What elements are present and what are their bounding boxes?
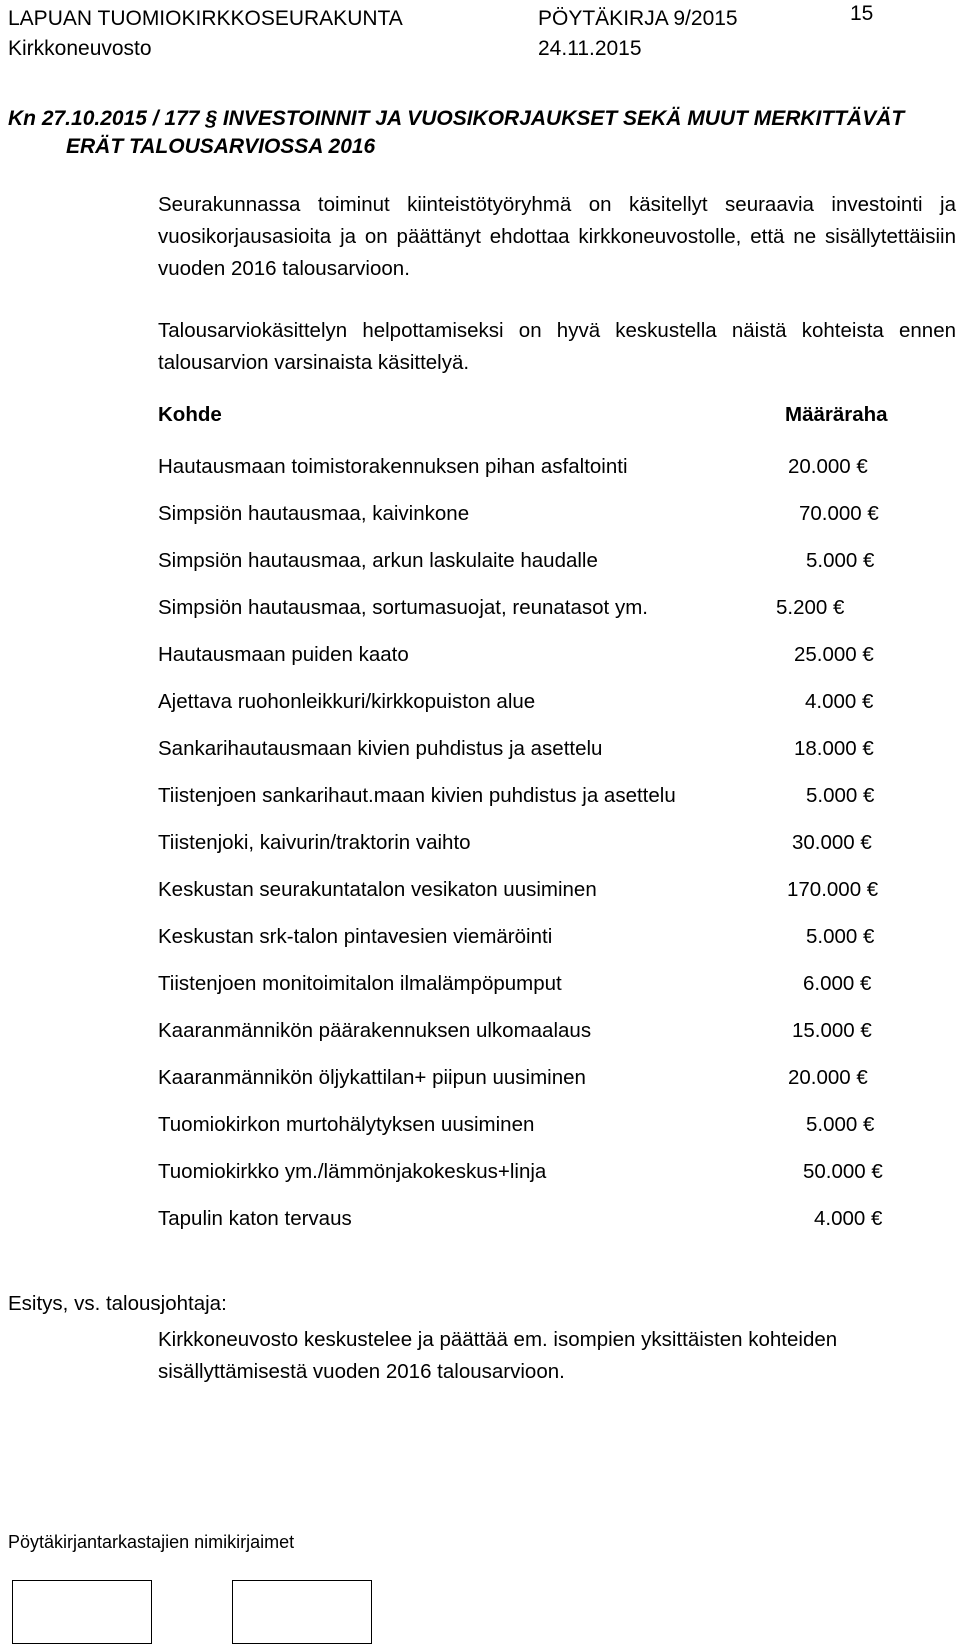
row-label: Kaaranmännikön päärakennuksen ulkomaalaus bbox=[158, 1019, 592, 1042]
organization-name: LAPUAN TUOMIOKIRKKOSEURAKUNTA bbox=[8, 7, 403, 30]
row-amount: 20.000 € bbox=[788, 1066, 868, 1089]
row-amount: 25.000 € bbox=[794, 643, 874, 666]
row-amount: 50.000 € bbox=[803, 1160, 883, 1183]
row-amount: 6.000 € bbox=[803, 972, 872, 995]
row-amount: 5.000 € bbox=[806, 784, 875, 807]
row-amount: 170.000 € bbox=[787, 878, 879, 901]
proposal-heading: Esitys, vs. talousjohtaja: bbox=[8, 1292, 227, 1315]
row-amount: 4.000 € bbox=[805, 690, 874, 713]
footer-label: Pöytäkirjantarkastajien nimikirjaimet bbox=[8, 1532, 295, 1552]
row-label: Tiistenjoen sankarihaut.maan kivien puhdistus ja asettelu bbox=[158, 784, 676, 807]
document-id: PÖYTÄKIRJA 9/2015 bbox=[538, 7, 738, 30]
signature-box bbox=[232, 1580, 372, 1644]
row-label: Hautausmaan puiden kaato bbox=[158, 643, 409, 666]
row-label: Tapulin katon tervaus bbox=[158, 1207, 352, 1230]
row-amount: 5.200 € bbox=[776, 596, 845, 619]
section-title-line2: ERÄT TALOUSARVIOSSA 2016 bbox=[66, 135, 376, 158]
row-amount: 5.000 € bbox=[806, 1113, 875, 1136]
row-amount: 5.000 € bbox=[806, 925, 875, 948]
row-label: Keskustan srk-talon pintavesien viemäröinti bbox=[158, 925, 553, 948]
row-label: Ajettava ruohonleikkuri/kirkkopuiston alue bbox=[158, 690, 536, 713]
row-amount: 70.000 € bbox=[799, 502, 879, 525]
row-label: Sankarihautausmaan kivien puhdistus ja asettelu bbox=[158, 737, 603, 760]
signature-box bbox=[12, 1580, 152, 1644]
row-amount: 15.000 € bbox=[792, 1019, 872, 1042]
row-label: Hautausmaan toimistorakennuksen pihan asfaltointi bbox=[158, 455, 628, 478]
row-amount: 4.000 € bbox=[814, 1207, 883, 1230]
row-label: Tuomiokirkko ym./lämmönjakokeskus+linja bbox=[158, 1160, 547, 1183]
row-label: Tuomiokirkon murtohälytyksen uusiminen bbox=[158, 1113, 535, 1136]
page-number: 15 bbox=[850, 2, 874, 25]
proposal-text: Kirkkoneuvosto keskustelee ja päättää em. isompien yksittäisten kohteiden sisällyttämisestä vuoden 2016 talousarvioon. bbox=[158, 1328, 838, 1383]
row-amount: 5.000 € bbox=[806, 549, 875, 572]
meeting-date: 24.11.2015 bbox=[538, 37, 642, 60]
row-label: Keskustan seurakuntatalon vesikaton uusiminen bbox=[158, 878, 597, 901]
intro-paragraph: Seurakunnassa toiminut kiinteistötyöryhmä on käsitellyt seuraavia investointi ja vuosikorjausasioita ja on päättänyt ehdottaa kirkkoneuvostolle, että ne sisällytettäisiin vuoden 2016 talousarvioon. bbox=[158, 193, 956, 280]
section-title-line1: Kn 27.10.2015 / 177 § INVESTOINNIT JA VUOSIKORJAUKSET SEKÄ MUUT MERKITTÄVÄT bbox=[8, 107, 905, 130]
row-amount: 20.000 € bbox=[788, 455, 868, 478]
row-label: Kaaranmännikön öljykattilan+ piipun uusiminen bbox=[158, 1066, 586, 1089]
row-label: Simpsiön hautausmaa, kaivinkone bbox=[158, 502, 470, 525]
row-label: Tiistenjoki, kaivurin/traktorin vaihto bbox=[158, 831, 471, 854]
row-label: Tiistenjoen monitoimitalon ilmalämpöpumput bbox=[158, 972, 562, 995]
column-header-item: Kohde bbox=[158, 403, 222, 426]
row-amount: 18.000 € bbox=[794, 737, 874, 760]
meeting-body: Kirkkoneuvosto bbox=[8, 37, 152, 60]
row-label: Simpsiön hautausmaa, sortumasuojat, reunatasot ym. bbox=[158, 596, 648, 619]
discussion-paragraph: Talousarviokäsittelyn helpottamiseksi on hyvä keskustella näistä kohteista ennen talousarvion varsinaista käsittelyä. bbox=[158, 319, 956, 374]
row-amount: 30.000 € bbox=[792, 831, 872, 854]
row-label: Simpsiön hautausmaa, arkun laskulaite haudalle bbox=[158, 549, 598, 572]
column-header-amount: Määräraha bbox=[785, 403, 888, 426]
